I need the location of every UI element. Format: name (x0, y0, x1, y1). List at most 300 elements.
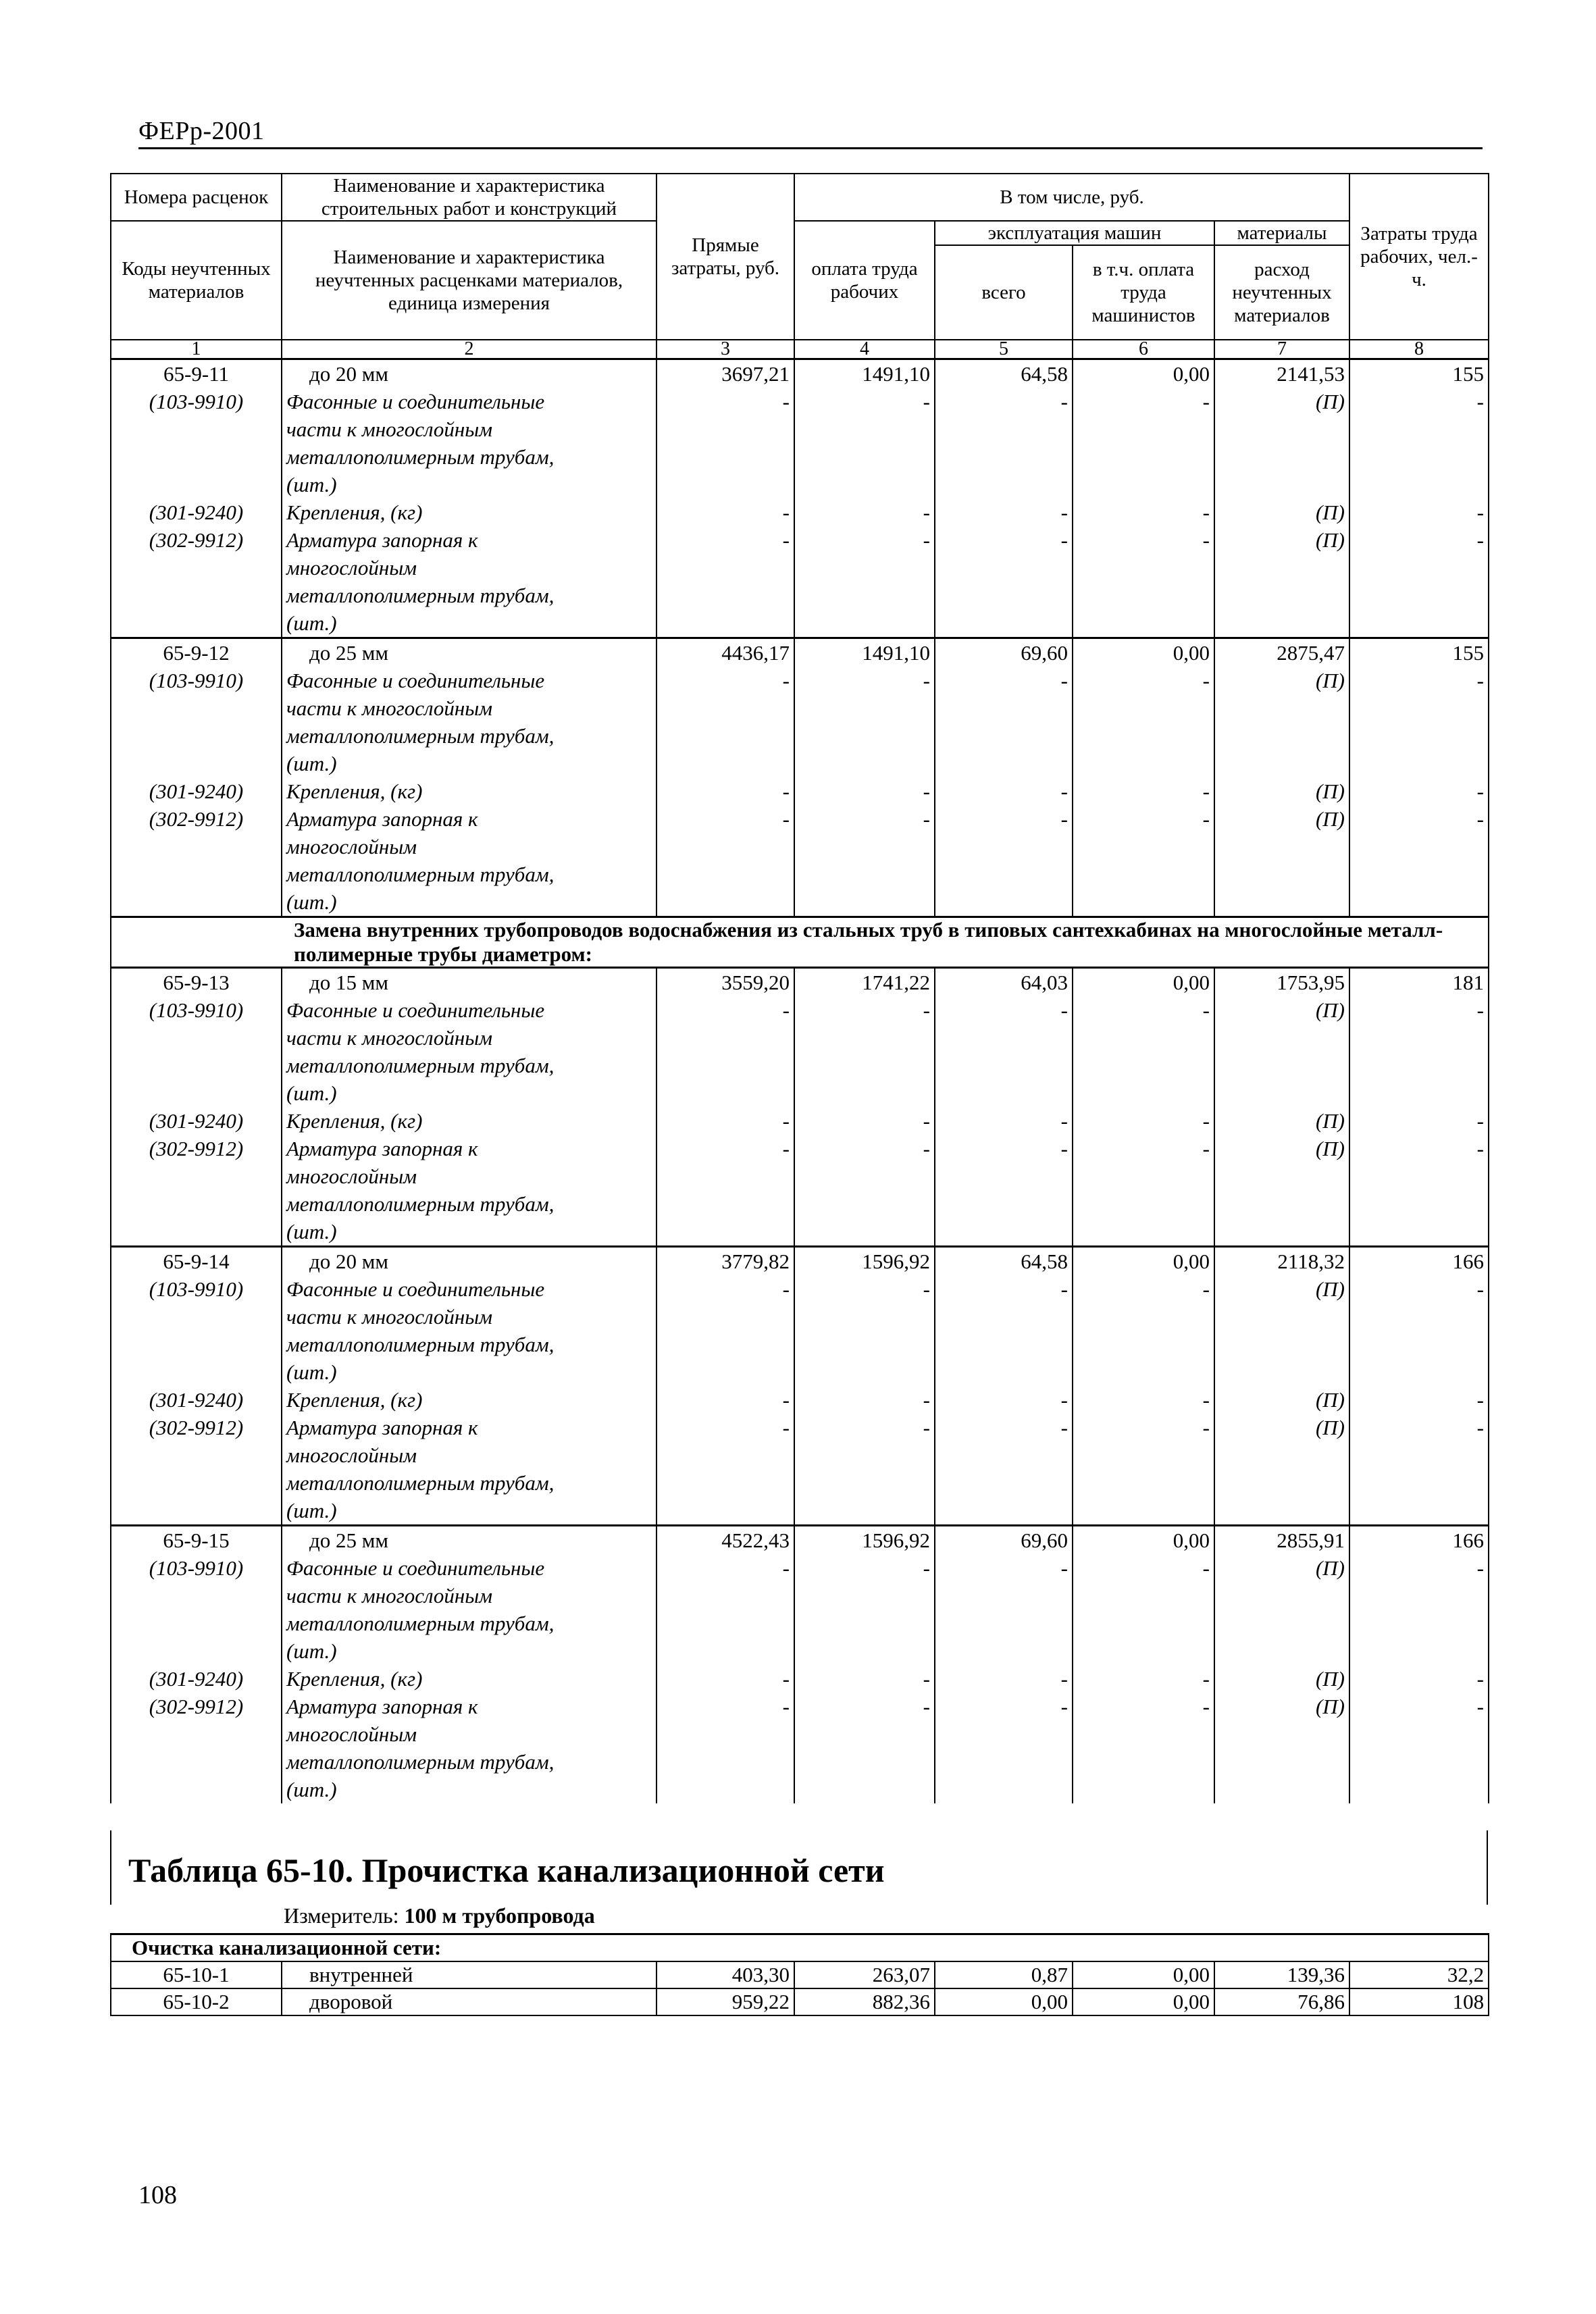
dash-value (794, 443, 935, 471)
worker-pay: 1741,22 (794, 968, 935, 997)
table-row (111, 359, 1489, 388)
dash-value (657, 860, 794, 888)
dash-value: - (1349, 1275, 1489, 1303)
material-name: Крепления, (кг) (282, 1386, 657, 1414)
direct-costs: 3779,82 (657, 1247, 794, 1276)
dash-value (794, 1190, 935, 1218)
dash-value: - (794, 1665, 935, 1693)
header-material-codes: Коды неучтенных материалов (111, 221, 282, 340)
dash-value (657, 722, 794, 750)
dash-value: - (1073, 996, 1214, 1024)
labor-hours: 155 (1349, 359, 1489, 388)
dash-value (935, 1720, 1073, 1748)
material-unpriced-mark: (П) (1214, 667, 1349, 694)
worker-pay: 1491,10 (794, 638, 935, 667)
rate-code: 65-9-12 (111, 638, 282, 667)
material-name: Фасонные и соединительные (282, 996, 657, 1024)
material-code (111, 750, 282, 777)
table-row (111, 1961, 1489, 1988)
dash-value (657, 1469, 794, 1497)
table-row (111, 1275, 1489, 1303)
dash-value: - (657, 1665, 794, 1693)
labor-hours: 181 (1349, 968, 1489, 997)
dash-value (935, 888, 1073, 917)
dash-value (1073, 415, 1214, 443)
labor-hours: 108 (1349, 1988, 1489, 2015)
material-unpriced-mark (1214, 1190, 1349, 1218)
material-code (111, 609, 282, 638)
dash-value (1349, 443, 1489, 471)
material-unpriced-mark (1214, 471, 1349, 498)
dash-value (657, 1331, 794, 1358)
header-machinist-pay: в т.ч. оплата труда машинистов (1073, 245, 1214, 340)
material-code: (103-9910) (111, 388, 282, 415)
material-name: Арматура запорная к (282, 1693, 657, 1720)
dash-value: - (657, 777, 794, 805)
dash-value (794, 1748, 935, 1776)
dash-value: - (1349, 667, 1489, 694)
machines-total: 64,58 (935, 1247, 1073, 1276)
machines-total: 0,00 (935, 1988, 1073, 2015)
dash-value (794, 888, 935, 917)
dash-value (1073, 1079, 1214, 1107)
dash-value (1073, 1190, 1214, 1218)
dash-value: - (1349, 1665, 1489, 1693)
material-code (111, 1497, 282, 1526)
dash-value (794, 833, 935, 860)
material-unpriced-mark (1214, 888, 1349, 917)
material-unpriced-mark (1214, 722, 1349, 750)
material-name: части к многослойным (282, 694, 657, 722)
material-code (111, 1218, 282, 1247)
material-name: Крепления, (кг) (282, 1665, 657, 1693)
dash-value: - (657, 667, 794, 694)
material-unpriced-mark (1214, 833, 1349, 860)
worker-pay: 1596,92 (794, 1526, 935, 1555)
dash-value (657, 1637, 794, 1665)
header-machines-total: всего (935, 245, 1073, 340)
rate-code: 65-9-15 (111, 1526, 282, 1555)
dash-value (935, 582, 1073, 609)
dash-value (1349, 1079, 1489, 1107)
dash-value (794, 1024, 935, 1052)
dash-value (794, 1218, 935, 1247)
table-row (111, 582, 1489, 609)
dash-value (794, 1079, 935, 1107)
machinist-pay: 0,00 (1073, 638, 1214, 667)
dash-value (1073, 888, 1214, 917)
dash-value (935, 722, 1073, 750)
dash-value (935, 443, 1073, 471)
dash-value (657, 471, 794, 498)
dash-value: - (1349, 1414, 1489, 1441)
dash-value (935, 860, 1073, 888)
dash-value: - (1073, 1135, 1214, 1162)
dash-value (657, 415, 794, 443)
material-code (111, 694, 282, 722)
dash-value (657, 1720, 794, 1748)
material-unpriced-mark (1214, 609, 1349, 638)
work-name: дворовой (282, 1988, 657, 2015)
dash-value (1349, 582, 1489, 609)
labor-hours: 166 (1349, 1247, 1489, 1276)
material-code (111, 1610, 282, 1637)
dash-value: - (935, 805, 1073, 833)
material-name: (шт.) (282, 1497, 657, 1526)
table-row (111, 498, 1489, 526)
material-name: (шт.) (282, 1776, 657, 1803)
dash-value (1349, 1331, 1489, 1358)
dash-value: - (794, 1107, 935, 1135)
table-row (111, 1526, 1489, 1555)
material-code (111, 1024, 282, 1052)
material-name: Крепления, (кг) (282, 1107, 657, 1135)
table-row (111, 750, 1489, 777)
dash-value (657, 1024, 794, 1052)
dash-value (1349, 1441, 1489, 1469)
measure-unit-value: 100 м трубопровода (404, 1903, 595, 1928)
dash-value (1349, 1637, 1489, 1665)
dash-value: - (935, 526, 1073, 554)
dash-value (794, 1582, 935, 1610)
dash-value (1349, 1748, 1489, 1776)
dash-value (1349, 609, 1489, 638)
material-name: (шт.) (282, 471, 657, 498)
table-row (111, 1247, 1489, 1276)
table-row (111, 1107, 1489, 1135)
dash-value (935, 1162, 1073, 1190)
dash-value (794, 694, 935, 722)
dash-value (657, 1497, 794, 1526)
dash-value (657, 609, 794, 638)
table-row (111, 1497, 1489, 1526)
direct-costs: 3559,20 (657, 968, 794, 997)
table-row (111, 1693, 1489, 1720)
dash-value (935, 1776, 1073, 1803)
dash-value (1073, 1637, 1214, 1665)
dash-value (1349, 1303, 1489, 1331)
rate-code: 65-10-2 (111, 1988, 282, 2015)
dash-value: - (794, 498, 935, 526)
dash-value (1349, 1052, 1489, 1079)
dash-value (935, 1218, 1073, 1247)
rate-code: 65-9-13 (111, 968, 282, 997)
dash-value: - (794, 526, 935, 554)
material-code (111, 833, 282, 860)
dash-value (1349, 694, 1489, 722)
table-row (111, 415, 1489, 443)
material-name: (шт.) (282, 1079, 657, 1107)
material-unpriced-mark (1214, 1720, 1349, 1748)
labor-hours: 32,2 (1349, 1961, 1489, 1988)
labor-hours: 166 (1349, 1526, 1489, 1555)
work-name: внутренней (282, 1961, 657, 1988)
material-unpriced-mark: (П) (1214, 1386, 1349, 1414)
material-name: (шт.) (282, 888, 657, 917)
material-unpriced-mark: (П) (1214, 498, 1349, 526)
dash-value (657, 888, 794, 917)
worker-pay: 882,36 (794, 1988, 935, 2015)
dash-value (1073, 694, 1214, 722)
table-row (111, 1776, 1489, 1803)
material-code: (301-9240) (111, 1386, 282, 1414)
machinist-pay: 0,00 (1073, 1988, 1214, 2015)
material-unpriced-mark: (П) (1214, 526, 1349, 554)
dash-value: - (935, 777, 1073, 805)
work-name: до 15 мм (282, 968, 657, 997)
dash-value: - (794, 1135, 935, 1162)
material-name: многослойным (282, 833, 657, 860)
dash-value (657, 1052, 794, 1079)
measure-unit (284, 1903, 595, 1928)
dash-value: - (1073, 777, 1214, 805)
header-material-consumption: расход неучтенных материалов (1214, 245, 1349, 340)
dash-value: - (1349, 805, 1489, 833)
dash-value: - (657, 1414, 794, 1441)
dash-value (657, 833, 794, 860)
dash-value (794, 1358, 935, 1386)
dash-value (1349, 1190, 1489, 1218)
dash-value (657, 694, 794, 722)
dash-value (794, 1052, 935, 1079)
machines-total: 0,87 (935, 1961, 1073, 1988)
material-unpriced-mark (1214, 1162, 1349, 1190)
table-row (111, 1988, 1489, 2015)
direct-costs: 959,22 (657, 1988, 794, 2015)
table-row (111, 1414, 1489, 1441)
dash-value (657, 554, 794, 582)
dash-value: - (935, 1107, 1073, 1135)
dash-value (1073, 1610, 1214, 1637)
dash-value: - (657, 805, 794, 833)
dash-value (1349, 1218, 1489, 1247)
column-number: 5 (935, 340, 1073, 359)
machines-total: 64,58 (935, 359, 1073, 388)
material-code: (103-9910) (111, 1275, 282, 1303)
worker-pay: 1491,10 (794, 359, 935, 388)
dash-value (1349, 471, 1489, 498)
dash-value: - (935, 1693, 1073, 1720)
materials-cost: 2875,47 (1214, 638, 1349, 667)
table-frame-right (1487, 1830, 1488, 1905)
header-materials: материалы (1214, 221, 1349, 245)
material-code: (302-9912) (111, 1693, 282, 1720)
material-name: многослойным (282, 1441, 657, 1469)
dash-value (935, 1358, 1073, 1386)
dash-value: - (1349, 1107, 1489, 1135)
dash-value: - (657, 1107, 794, 1135)
material-code: (302-9912) (111, 1135, 282, 1162)
dash-value (657, 1582, 794, 1610)
direct-costs: 403,30 (657, 1961, 794, 1988)
dash-value (1073, 1720, 1214, 1748)
material-unpriced-mark: (П) (1214, 388, 1349, 415)
material-name: металлополимерным трубам, (282, 1610, 657, 1637)
dash-value: - (1349, 388, 1489, 415)
rates-table (110, 173, 1489, 1803)
dash-value: - (1349, 1135, 1489, 1162)
dash-value: - (794, 777, 935, 805)
table-row (111, 694, 1489, 722)
table-row (111, 777, 1489, 805)
dash-value (657, 1190, 794, 1218)
dash-value: - (657, 1386, 794, 1414)
dash-value (1349, 1610, 1489, 1637)
material-code (111, 1748, 282, 1776)
dash-value: - (935, 498, 1073, 526)
material-name: Фасонные и соединительные (282, 1275, 657, 1303)
material-unpriced-mark (1214, 1358, 1349, 1386)
subheader-row (111, 1934, 1489, 1962)
dash-value (935, 1441, 1073, 1469)
dash-value (1349, 1582, 1489, 1610)
dash-value: - (794, 805, 935, 833)
table-row (111, 1554, 1489, 1582)
dash-value: - (794, 667, 935, 694)
material-name: металлополимерным трубам, (282, 1190, 657, 1218)
dash-value: - (1073, 1107, 1214, 1135)
header-work-name: Наименование и характеристика строительных работ и конструкций (282, 174, 657, 221)
rate-code: 65-9-14 (111, 1247, 282, 1276)
material-name: металлополимерным трубам, (282, 1331, 657, 1358)
dash-value: - (1073, 805, 1214, 833)
material-name: (шт.) (282, 609, 657, 638)
material-code (111, 1303, 282, 1331)
table-row (111, 833, 1489, 860)
dash-value (794, 1720, 935, 1748)
dash-value: - (657, 1135, 794, 1162)
dash-value: - (935, 1135, 1073, 1162)
material-code: (302-9912) (111, 1414, 282, 1441)
material-unpriced-mark: (П) (1214, 996, 1349, 1024)
dash-value: - (935, 1386, 1073, 1414)
dash-value (1073, 582, 1214, 609)
dash-value (1349, 1358, 1489, 1386)
dash-value: - (794, 388, 935, 415)
machinist-pay: 0,00 (1073, 968, 1214, 997)
table-row (111, 1386, 1489, 1414)
dash-value (657, 1748, 794, 1776)
dash-value (794, 1441, 935, 1469)
table-row (111, 1610, 1489, 1637)
table-row (111, 1748, 1489, 1776)
material-code (111, 722, 282, 750)
dash-value (1349, 1162, 1489, 1190)
material-name: части к многослойным (282, 1303, 657, 1331)
dash-value (1349, 1024, 1489, 1052)
table-row (111, 1331, 1489, 1358)
table-row (111, 1720, 1489, 1748)
table-row (111, 805, 1489, 833)
material-unpriced-mark (1214, 1218, 1349, 1247)
dash-value (935, 1331, 1073, 1358)
dash-value (1073, 471, 1214, 498)
dash-value: - (657, 1554, 794, 1582)
materials-cost: 1753,95 (1214, 968, 1349, 997)
dash-value (794, 1610, 935, 1637)
dash-value (935, 1052, 1073, 1079)
measure-unit-label: Измеритель: (284, 1903, 399, 1928)
dash-value (1349, 415, 1489, 443)
material-unpriced-mark: (П) (1214, 1665, 1349, 1693)
material-name: металлополимерным трубам, (282, 1469, 657, 1497)
dash-value (1073, 1052, 1214, 1079)
material-unpriced-mark (1214, 1052, 1349, 1079)
material-name: металлополимерным трубам, (282, 1052, 657, 1079)
dash-value: - (1073, 1414, 1214, 1441)
table-row (111, 443, 1489, 471)
dash-value (1073, 1024, 1214, 1052)
material-code (111, 1582, 282, 1610)
dash-value: - (657, 388, 794, 415)
dash-value: - (1349, 1386, 1489, 1414)
dash-value (794, 415, 935, 443)
section-heading: Замена внутренних трубопроводов водоснабжения из стальных труб в типовых сантехкабинах на многослойные металл-полимерные трубы диаметром: (111, 917, 1489, 968)
material-unpriced-mark (1214, 582, 1349, 609)
column-number: 7 (1214, 340, 1349, 359)
dash-value (794, 722, 935, 750)
material-code: (103-9910) (111, 1554, 282, 1582)
work-name: до 20 мм (282, 1247, 657, 1276)
dash-value (1349, 554, 1489, 582)
material-unpriced-mark (1214, 554, 1349, 582)
material-unpriced-mark (1214, 1079, 1349, 1107)
direct-costs: 3697,21 (657, 359, 794, 388)
material-name: части к многослойным (282, 415, 657, 443)
material-code (111, 888, 282, 917)
worker-pay: 263,07 (794, 1961, 935, 1988)
dash-value: - (657, 526, 794, 554)
dash-value (1349, 1776, 1489, 1803)
dash-value: - (657, 498, 794, 526)
dash-value (1073, 1303, 1214, 1331)
material-unpriced-mark (1214, 1610, 1349, 1637)
header-in-total: В том числе, руб. (794, 174, 1349, 221)
material-name: Арматура запорная к (282, 1414, 657, 1441)
material-unpriced-mark (1214, 1469, 1349, 1497)
machinist-pay: 0,00 (1073, 1526, 1214, 1555)
dash-value (1073, 1331, 1214, 1358)
dash-value: - (1349, 526, 1489, 554)
material-name: металлополимерным трубам, (282, 860, 657, 888)
dash-value: - (1073, 1554, 1214, 1582)
material-code (111, 415, 282, 443)
material-name: части к многослойным (282, 1582, 657, 1610)
material-name: части к многослойным (282, 1024, 657, 1052)
dash-value (935, 415, 1073, 443)
material-name: Крепления, (кг) (282, 498, 657, 526)
material-unpriced-mark (1214, 750, 1349, 777)
dash-value (935, 1637, 1073, 1665)
dash-value (794, 1469, 935, 1497)
material-name: металлополимерным трубам, (282, 582, 657, 609)
dash-value (1073, 1582, 1214, 1610)
dash-value (1349, 1497, 1489, 1526)
material-unpriced-mark: (П) (1214, 1107, 1349, 1135)
dash-value (657, 1776, 794, 1803)
material-name: многослойным (282, 554, 657, 582)
material-code (111, 554, 282, 582)
dash-value: - (1073, 1386, 1214, 1414)
material-code: (301-9240) (111, 777, 282, 805)
dash-value: - (1073, 526, 1214, 554)
work-name: до 25 мм (282, 1526, 657, 1555)
material-code (111, 1190, 282, 1218)
dash-value (657, 1441, 794, 1469)
page-number: 108 (138, 2181, 177, 2209)
header-machines: эксплуатация машин (935, 221, 1214, 245)
materials-cost: 2855,91 (1214, 1526, 1349, 1555)
